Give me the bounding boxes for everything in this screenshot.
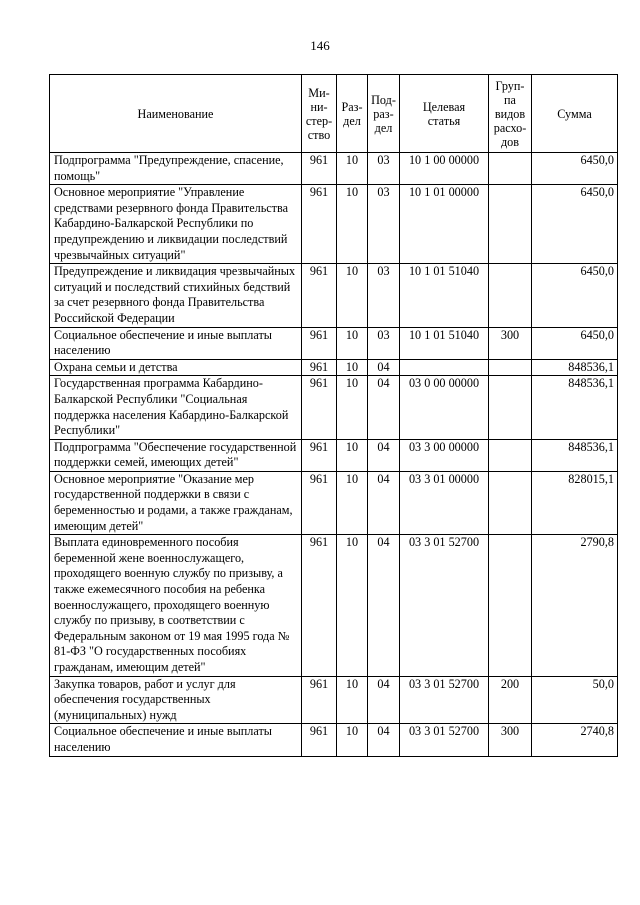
table-row (50, 724, 618, 756)
row-expense-group (489, 471, 532, 534)
row-sum: 828015,1 (532, 471, 618, 534)
row-ministry: 961 (302, 471, 337, 534)
row-ministry: 961 (302, 327, 337, 359)
row-sum: 848536,1 (532, 439, 618, 471)
header-section: Раз- дел (337, 75, 368, 153)
row-ministry: 961 (302, 724, 337, 756)
row-name: Выплата единовременного пособия беременной жене военнослужащего, проходящего военную службу по призыву, а также ежемесячного пособия на ребенка военнослужащего, проходящего военную службу по призыву, в соответствии с Федеральным законом от 19 мая 1995 года № 81-ФЗ "О государственных пособиях гражданам, имеющим детей" (50, 535, 302, 676)
row-subsection: 03 (368, 153, 400, 185)
budget-table (49, 74, 618, 757)
table-row (50, 376, 618, 439)
row-section: 10 (337, 264, 368, 327)
row-expense-group (489, 359, 532, 376)
row-sum: 2740,8 (532, 724, 618, 756)
row-expense-group: 300 (489, 327, 532, 359)
row-target: 10 1 00 00000 (400, 153, 489, 185)
row-name: Социальное обеспечение и иные выплаты населению (50, 724, 302, 756)
row-section: 10 (337, 359, 368, 376)
row-target (400, 359, 489, 376)
row-subsection: 04 (368, 535, 400, 676)
header-sum: Сумма (532, 75, 618, 153)
row-sum: 50,0 (532, 676, 618, 724)
page-number: 146 (310, 38, 330, 53)
row-ministry: 961 (302, 153, 337, 185)
row-subsection: 04 (368, 439, 400, 471)
row-expense-group: 200 (489, 676, 532, 724)
row-target: 03 3 01 52700 (400, 535, 489, 676)
header-name: Наименование (50, 75, 302, 153)
row-expense-group (489, 185, 532, 264)
row-sum: 6450,0 (532, 185, 618, 264)
row-subsection: 03 (368, 327, 400, 359)
row-target: 03 0 00 00000 (400, 376, 489, 439)
table-row (50, 327, 618, 359)
row-section: 10 (337, 439, 368, 471)
row-section: 10 (337, 724, 368, 756)
row-section: 10 (337, 676, 368, 724)
row-ministry: 961 (302, 376, 337, 439)
header-subsection: Под- раз- дел (368, 75, 400, 153)
row-target: 10 1 01 51040 (400, 327, 489, 359)
row-ministry: 961 (302, 185, 337, 264)
row-target: 03 3 00 00000 (400, 439, 489, 471)
row-sum: 848536,1 (532, 376, 618, 439)
header-target: Целевая статья (400, 75, 489, 153)
row-ministry: 961 (302, 535, 337, 676)
row-expense-group (489, 264, 532, 327)
row-subsection: 04 (368, 376, 400, 439)
row-ministry: 961 (302, 439, 337, 471)
row-sum: 6450,0 (532, 153, 618, 185)
row-name: Социальное обеспечение и иные выплаты населению (50, 327, 302, 359)
table-row (50, 471, 618, 534)
row-ministry: 961 (302, 676, 337, 724)
row-expense-group (489, 535, 532, 676)
header-ministry: Ми- ни- стер- ство (302, 75, 337, 153)
table-row (50, 359, 618, 376)
row-expense-group: 300 (489, 724, 532, 756)
row-section: 10 (337, 327, 368, 359)
row-expense-group (489, 376, 532, 439)
row-sum: 6450,0 (532, 264, 618, 327)
row-target: 10 1 01 51040 (400, 264, 489, 327)
row-name: Подпрограмма "Обеспечение государственной поддержки семей, имеющих детей" (50, 439, 302, 471)
table-row (50, 185, 618, 264)
row-ministry: 961 (302, 359, 337, 376)
table-row (50, 676, 618, 724)
table-row (50, 264, 618, 327)
row-name: Основное мероприятие "Оказание мер государственной поддержки в связи с беременностью и родами, а также гражданам, имеющим детей" (50, 471, 302, 534)
row-name: Закупка товаров, работ и услуг для обеспечения государственных (муниципальных) нужд (50, 676, 302, 724)
row-target: 03 3 01 00000 (400, 471, 489, 534)
row-name: Охрана семьи и детства (50, 359, 302, 376)
row-section: 10 (337, 535, 368, 676)
row-name: Основное мероприятие "Управление средствами резервного фонда Правительства Кабардино-Балкарской Республики по предупреждению и ликвидации последствий чрезвычайных ситуаций" (50, 185, 302, 264)
row-section: 10 (337, 376, 368, 439)
row-subsection: 04 (368, 676, 400, 724)
row-name: Подпрограмма "Предупреждение, спасение, помощь" (50, 153, 302, 185)
row-target: 10 1 01 00000 (400, 185, 489, 264)
row-target: 03 3 01 52700 (400, 676, 489, 724)
row-subsection: 04 (368, 359, 400, 376)
row-sum: 6450,0 (532, 327, 618, 359)
table-row (50, 153, 618, 185)
row-sum: 848536,1 (532, 359, 618, 376)
row-ministry: 961 (302, 264, 337, 327)
row-subsection: 03 (368, 185, 400, 264)
row-target: 03 3 01 52700 (400, 724, 489, 756)
row-subsection: 04 (368, 471, 400, 534)
row-section: 10 (337, 185, 368, 264)
table-row (50, 535, 618, 676)
row-section: 10 (337, 153, 368, 185)
table-header-row (50, 75, 618, 153)
row-subsection: 03 (368, 264, 400, 327)
row-sum: 2790,8 (532, 535, 618, 676)
row-section: 10 (337, 471, 368, 534)
row-expense-group (489, 439, 532, 471)
table-row (50, 439, 618, 471)
header-expense-group: Груп- па видов расхо- дов (489, 75, 532, 153)
row-subsection: 04 (368, 724, 400, 756)
row-expense-group (489, 153, 532, 185)
row-name: Предупреждение и ликвидация чрезвычайных ситуаций и последствий стихийных бедствий за счет резервного фонда Правительства Российской Федерации (50, 264, 302, 327)
row-name: Государственная программа Кабардино-Балкарской Республики "Социальная поддержка населения Кабардино-Балкарской Республики" (50, 376, 302, 439)
